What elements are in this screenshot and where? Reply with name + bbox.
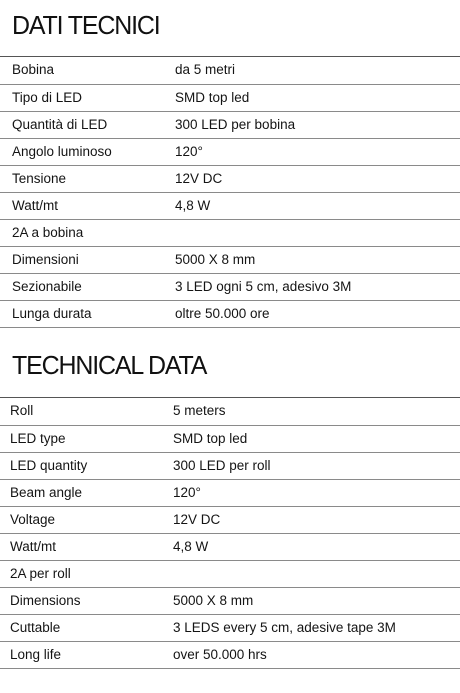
- spec-row: [0, 560, 460, 587]
- spec-value: 5000 X 8 mm: [173, 593, 254, 608]
- spec-row: [0, 300, 460, 328]
- spec-row: [0, 138, 460, 165]
- spec-value: SMD top led: [175, 90, 250, 105]
- spec-value: 3 LEDS every 5 cm, adesive tape 3M: [173, 620, 396, 635]
- spec-label: 2A per roll: [10, 566, 71, 581]
- spec-label: Long life: [10, 647, 62, 662]
- spec-label: Beam angle: [10, 485, 83, 500]
- spec-label: Quantità di LED: [12, 117, 108, 132]
- spec-label: Tipo di LED: [12, 90, 83, 105]
- spec-row: [0, 192, 460, 219]
- spec-label: Bobina: [12, 62, 55, 77]
- spec-label: Watt/mt: [10, 539, 56, 554]
- spec-value: 300 LED per bobina: [175, 117, 296, 132]
- spec-value: 120°: [173, 485, 201, 500]
- section-title: TECHNICAL DATA: [12, 350, 207, 380]
- spec-label: Sezionabile: [12, 279, 82, 294]
- spec-value: 12V DC: [173, 512, 221, 527]
- spec-value: SMD top led: [173, 431, 248, 446]
- spec-label: LED quantity: [10, 458, 88, 473]
- section-title: DATI TECNICI: [12, 10, 160, 40]
- spec-value: 12V DC: [175, 171, 223, 186]
- spec-label: Cuttable: [10, 620, 61, 635]
- spec-label: Lunga durata: [12, 306, 92, 321]
- spec-label: LED type: [10, 431, 66, 446]
- spec-row: [0, 219, 460, 246]
- spec-label: Roll: [10, 403, 34, 418]
- spec-row: [0, 587, 460, 614]
- spec-row: [0, 533, 460, 560]
- spec-value: 300 LED per roll: [173, 458, 271, 473]
- spec-row: [0, 246, 460, 273]
- spec-row: [0, 506, 460, 533]
- spec-value: 5000 X 8 mm: [175, 252, 256, 267]
- spec-value: oltre 50.000 ore: [175, 306, 270, 321]
- spec-label: Angolo luminoso: [12, 144, 112, 159]
- spec-row: [0, 452, 460, 479]
- spec-row: [0, 398, 460, 425]
- spec-row: [0, 111, 460, 138]
- spec-label: Dimensioni: [12, 252, 79, 267]
- spec-value: 4,8 W: [175, 198, 211, 213]
- spec-value: 3 LED ogni 5 cm, adesivo 3M: [175, 279, 352, 294]
- spec-value: 4,8 W: [173, 539, 209, 554]
- spec-value: over 50.000 hrs: [173, 647, 267, 662]
- spec-row: [0, 641, 460, 669]
- spec-row: [0, 425, 460, 452]
- spec-row: [0, 273, 460, 300]
- spec-row: [0, 84, 460, 111]
- spec-row: [0, 614, 460, 641]
- spec-label: Tensione: [12, 171, 67, 186]
- spec-value: da 5 metri: [175, 62, 236, 77]
- spec-label: 2A a bobina: [12, 225, 84, 240]
- spec-label: Dimensions: [10, 593, 81, 608]
- spec-row: [0, 165, 460, 192]
- spec-label: Watt/mt: [12, 198, 58, 213]
- spec-value: 120°: [175, 144, 203, 159]
- spec-label: Voltage: [10, 512, 56, 527]
- spec-value: 5 meters: [173, 403, 226, 418]
- spec-row: [0, 479, 460, 506]
- spec-row: [0, 57, 460, 84]
